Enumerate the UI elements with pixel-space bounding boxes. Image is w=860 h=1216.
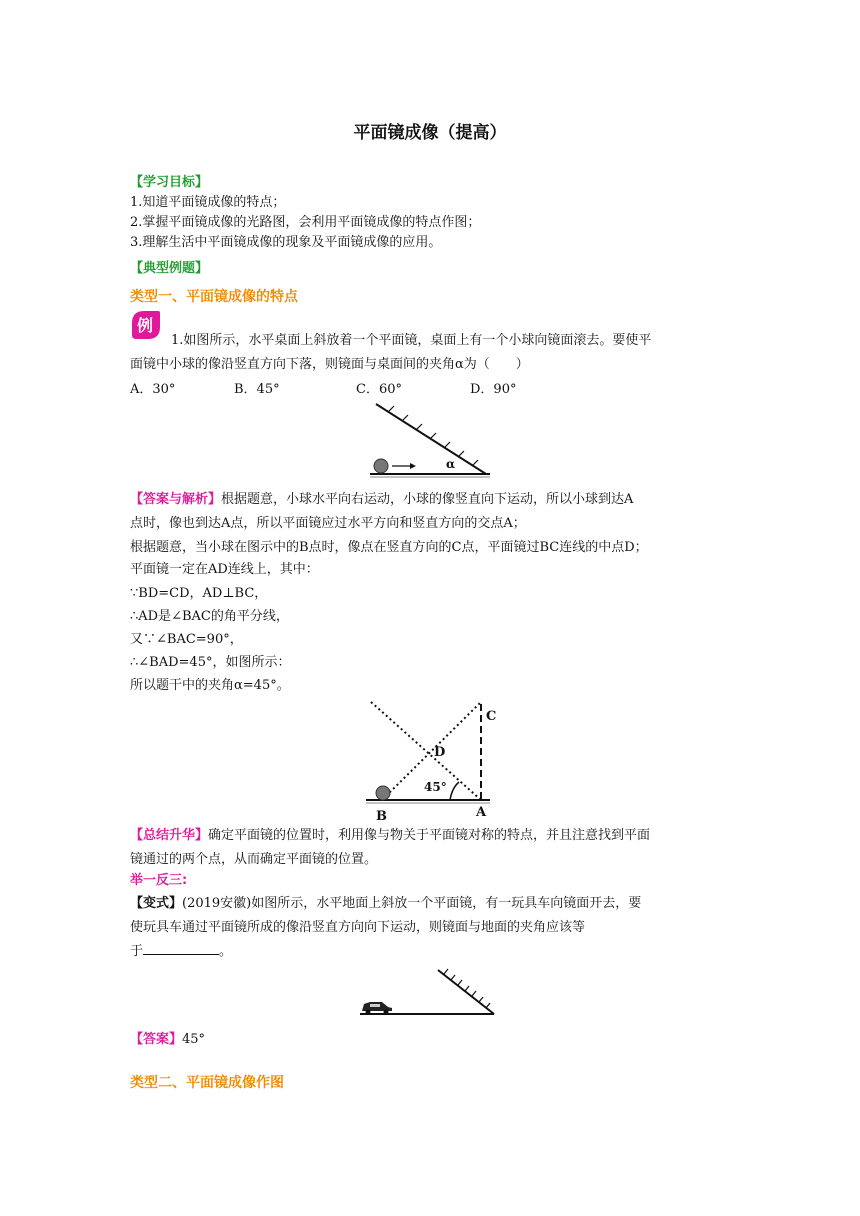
question-line-1: 1.如图所示，水平桌面上斜放着一个平面镜，桌面上有一个小球向镜面滚去。要使平 — [171, 333, 652, 348]
ball-icon — [376, 786, 390, 800]
goal-item-1: 1.知道平面镜成像的特点； — [130, 195, 286, 210]
mirror-ball-figure — [368, 402, 492, 482]
answer-line-8: ∴∠BAD=45°，如图所示： — [130, 655, 291, 670]
mirror-hatch — [388, 406, 478, 466]
answer-line-9: 所以题干中的夹角α=45°。 — [130, 678, 290, 693]
type2-heading: 类型二、平面镜成像作图 — [130, 1075, 284, 1091]
summary-line-2: 镜通过的两个点，从而确定平面镜的位置。 — [130, 852, 378, 867]
variant-heading: 【变式】 — [130, 896, 183, 911]
summary-heading: 【总结升华】 — [130, 828, 209, 843]
variant-line-2: 使玩具车通过平面镜所成的像沿竖直方向向下运动，则镜面与地面的夹角应该等 — [130, 920, 586, 935]
example-badge-label: 例 — [136, 316, 154, 335]
angle-label: 45° — [424, 780, 447, 794]
answer-text-1: 根据题意，小球水平向右运动，小球的像竖直向下运动，所以小球到达A — [221, 492, 634, 507]
variant-answer-value: 45° — [182, 1032, 206, 1047]
label-c: C — [486, 709, 497, 724]
ball-icon — [374, 459, 388, 473]
toy-car-icon — [362, 1002, 392, 1015]
label-b: B — [376, 809, 387, 822]
angle-arc — [450, 782, 459, 800]
goal-item-2: 2.掌握平面镜成像的光路图，会利用平面镜成像的特点作图； — [130, 215, 481, 230]
mirror-line — [438, 970, 494, 1014]
answer-line-5: ∵BD=CD，AD⊥BC， — [130, 586, 268, 601]
alpha-label: α — [446, 457, 456, 471]
answer-line-7: 又∵∠BAC=90°， — [130, 632, 243, 647]
label-a: A — [476, 805, 487, 820]
answer-heading: 【答案与解析】 — [130, 492, 222, 507]
type1-heading: 类型一、平面镜成像的特点 — [130, 289, 298, 305]
summary-line-1 — [130, 826, 650, 846]
mirror-hatch — [444, 969, 490, 1008]
variant-line-3 — [130, 942, 232, 962]
option-c: C．60° — [356, 382, 402, 397]
answer-line-2: 点时，像也到达A点，所以平面镜应过水平方向和竖直方向的交点A； — [130, 516, 526, 531]
mirror-car-figure — [358, 968, 502, 1018]
question-line-2: 面镜中小球的像沿竖直方向下落，则镜面与桌面间的夹角α为（ ） — [130, 357, 529, 372]
variant-text-3a: 于 — [130, 944, 144, 959]
option-a: A．30° — [130, 382, 176, 397]
practice-heading: 举一反三: — [130, 873, 188, 888]
examples-heading: 【典型例题】 — [130, 261, 209, 276]
option-b: B．45° — [234, 382, 280, 397]
answer-blank — [143, 942, 219, 955]
page-title: 平面镜成像（提高） — [353, 123, 507, 143]
goals-heading: 【学习目标】 — [130, 175, 209, 190]
variant-text-3b: 。 — [219, 944, 233, 959]
variant-answer-heading: 【答案】 — [130, 1032, 183, 1047]
answer-line-4: 平面镜一定在AD连线上，其中： — [130, 562, 319, 577]
option-d: D．90° — [470, 382, 517, 397]
variant-line-1 — [130, 894, 641, 914]
answer-line-1 — [130, 490, 633, 510]
answer-line-6: ∴AD是∠BAC的角平分线， — [130, 609, 289, 624]
label-d: D — [434, 745, 446, 760]
mirror-line — [376, 404, 486, 474]
goal-item-3: 3.理解生活中平面镜成像的现象及平面镜成像的应用。 — [130, 235, 442, 250]
answer-line-3: 根据题意，当小球在图示中的B点时，像点在竖直方向的C点，平面镜过BC连线的中点D； — [130, 540, 648, 555]
example-badge-icon — [130, 309, 162, 341]
variant-answer-line — [130, 1030, 205, 1050]
variant-text-1: (2019安徽)如图所示，水平地面上斜放一个平面镜，有一玩具车向镜面开去，要 — [182, 896, 642, 911]
geometry-figure — [364, 700, 504, 822]
summary-text-1: 确定平面镜的位置时，利用像与物关于平面镜对称的特点，并且注意找到平面 — [208, 828, 651, 843]
